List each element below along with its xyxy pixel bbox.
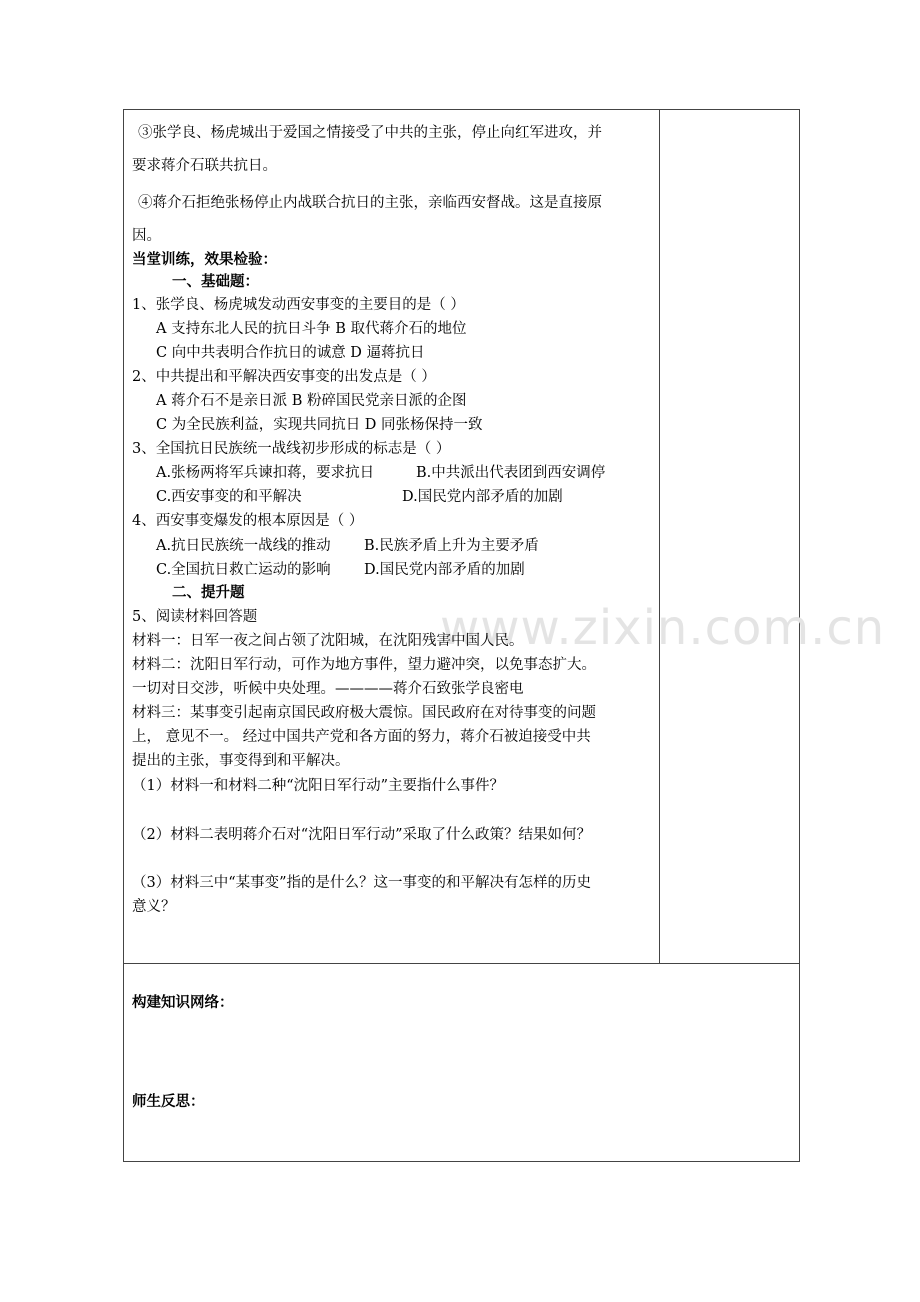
sub-question-3-line-1: （3）材料三中“某事变”指的是什么？这一事变的和平解决有怎样的历史 [132, 875, 592, 891]
sub-question-1: （1）材料一和材料二种“沈阳日军行动”主要指什么事件？ [132, 778, 505, 794]
watermark: www.zixin.com.cn [440, 600, 886, 656]
question-1-options-row-2: C 向中共表明合作抗日的诚意 D 逼蒋抗日 [156, 345, 425, 361]
question-3-option-d: D.国民党内部矛盾的加剧 [402, 489, 563, 505]
column-divider [659, 109, 660, 964]
material-2-line-1: 材料二：沈阳日军行动，可作为地方事件，望力避冲突，以免事态扩大。 [132, 657, 596, 673]
advanced-questions-heading: 二、提升题 [172, 585, 245, 601]
sub-question-3-line-2: 意义？ [132, 899, 176, 915]
question-5-stem: 5、阅读材料回答题 [132, 609, 258, 625]
cause-3-line-2: 要求蒋介石联共抗日。 [132, 158, 277, 174]
question-4-option-c: C.全国抗日救亡运动的影响 [156, 562, 331, 578]
material-2-line-2: 一切对日交涉，听候中央处理。————蒋介石致张学良密电 [132, 681, 524, 697]
question-2-options-row-1: A 蒋介石不是亲日派 B 粉碎国民党亲日派的企图 [156, 393, 467, 409]
question-3-stem: 3、全国抗日民族统一战线初步形成的标志是（ ） [132, 441, 451, 457]
question-4-stem: 4、西安事变爆发的根本原因是（ ） [132, 513, 364, 529]
knowledge-network-label: 构建知识网络： [132, 995, 234, 1011]
question-4-option-b: B.民族矛盾上升为主要矛盾 [364, 538, 539, 554]
cause-4-line-1: ④蒋介石拒绝张杨停止内战联合抗日的主张，亲临西安督战。这是直接原 [138, 195, 602, 211]
cause-4-line-2: 因。 [132, 228, 161, 244]
question-4-option-d: D.国民党内部矛盾的加剧 [364, 562, 525, 578]
question-3-option-b: B.中共派出代表团到西安调停 [416, 465, 606, 481]
question-2-stem: 2、中共提出和平解决西安事变的出发点是（ ） [132, 369, 436, 385]
material-3-line-1: 材料三：某事变引起南京国民政府极大震惊。国民政府在对待事变的问题 [132, 705, 596, 721]
material-3-line-3: 提出的主张，事变得到和平解决。 [132, 753, 350, 769]
row-divider [123, 963, 800, 964]
question-2-options-row-2: C 为全民族利益，实现共同抗日 D 同张杨保持一致 [156, 417, 483, 433]
question-3-option-a: A.张杨两将军兵谏扣蒋，要求抗日 [156, 465, 375, 481]
sub-question-2: （2）材料二表明蒋介石对“沈阳日军行动”采取了什么政策？结果如何？ [132, 827, 592, 843]
table-bottom-border [123, 1161, 800, 1162]
practice-heading: 当堂训练，效果检验： [132, 252, 277, 268]
table-left-border [123, 109, 124, 1162]
question-1-options-row-1: A 支持东北人民的抗日斗争 B 取代蒋介石的地位 [156, 321, 467, 337]
question-3-option-c: C.西安事变的和平解决 [156, 489, 302, 505]
reflection-label: 师生反思： [132, 1094, 205, 1110]
basic-questions-heading: 一、基础题： [172, 274, 259, 290]
table-top-border [123, 109, 800, 110]
material-3-line-2: 上， 意见不一。 经过中国共产党和各方面的努力，蒋介石被迫接受中共 [132, 729, 591, 745]
question-1-stem: 1、张学良、杨虎城发动西安事变的主要目的是（ ） [132, 297, 465, 313]
question-4-option-a: A.抗日民族统一战线的推动 [156, 538, 331, 554]
material-1: 材料一：日军一夜之间占领了沈阳城，在沈阳残害中国人民。 [132, 633, 524, 649]
cause-3-line-1: ③张学良、杨虎城出于爱国之情接受了中共的主张，停止向红军进攻，并 [138, 125, 602, 141]
